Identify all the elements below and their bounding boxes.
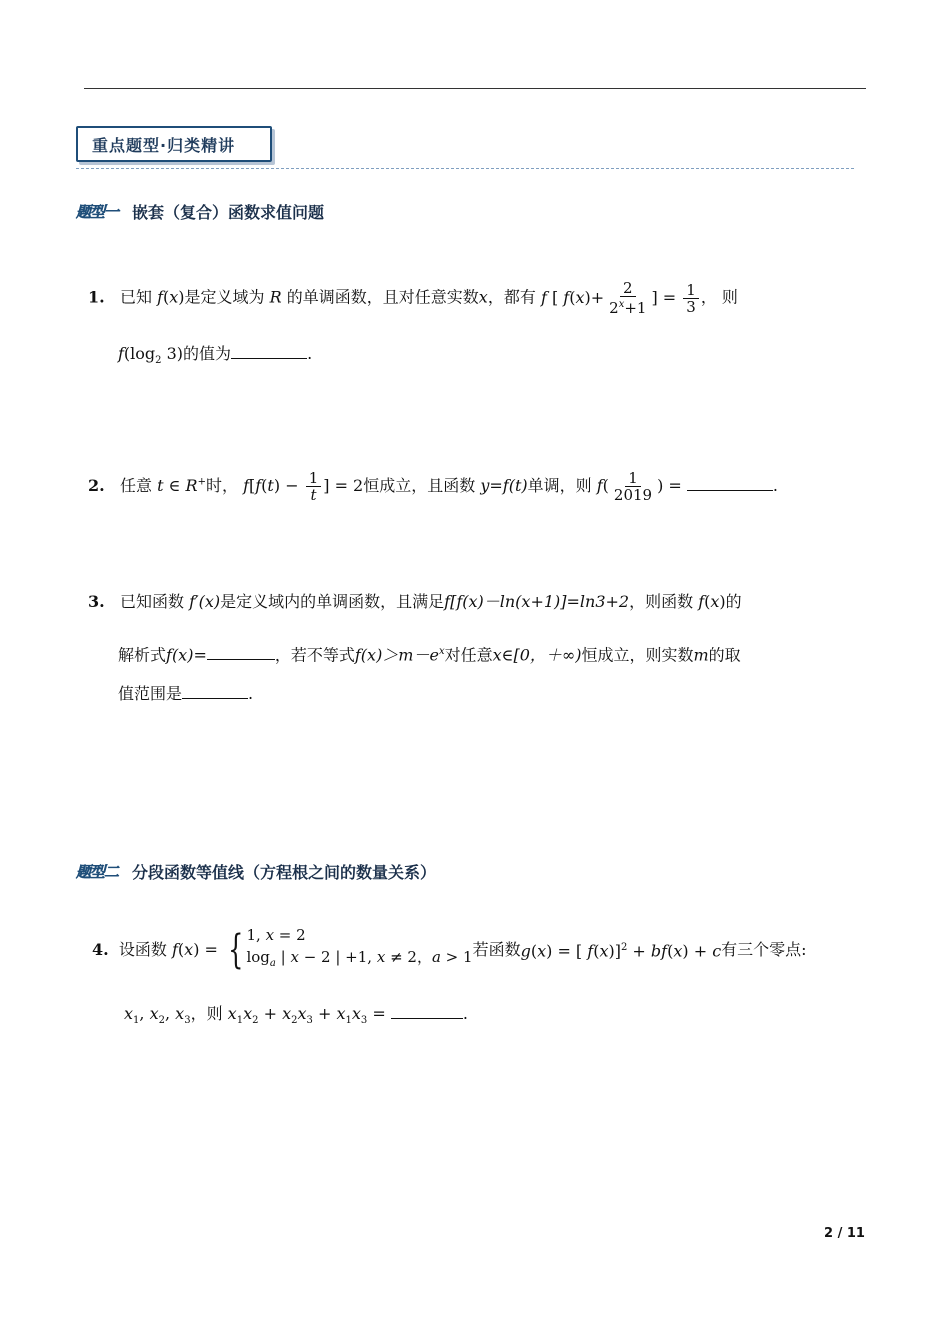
problem-2: 2. 任意 t ∈ R+时， f[f(t) − $\frac{1}{t}$ ] = 2恒成立，且函数 y=f(t)单调，则 f( $\frac{1}{2019}$ ) = . bbox=[88, 469, 779, 504]
formula: g(x) = [ f(x)]$^2$ + bf(x) + c bbox=[520, 941, 722, 961]
type-title: 分段函数等值线（方程根之间的数量关系） bbox=[132, 863, 437, 882]
type-badge: 题型一 bbox=[76, 203, 119, 221]
type-heading-1 bbox=[76, 200, 324, 223]
problem-1-line-1: 1. 已知 f(x)是定义域为 R 的单调函数，且对任意实数x，都有 f [ f(x)+ $\frac{2}{2^x+1}$ ] = $\frac{1}{3}$ ， 则 bbox=[88, 279, 738, 317]
page-number: 2 / 11 bbox=[824, 1226, 865, 1241]
section-label: 重点题型·归类精讲 bbox=[92, 135, 236, 155]
answer-blank[interactable] bbox=[231, 344, 307, 359]
problem-3-line-2: 解析式f(x)= ，若不等式$f(x)>m-e^x$对任意x∈[0，＋∞)恒成立，则实数m的取 bbox=[118, 645, 741, 665]
section-header bbox=[76, 126, 272, 162]
formula: $x_1x_2 + x_2x_3 + x_1x_3$ = bbox=[227, 1004, 391, 1027]
answer-blank[interactable] bbox=[207, 645, 275, 660]
problem-3-line-3: 值范围是 . bbox=[118, 684, 254, 703]
answer-blank[interactable] bbox=[687, 476, 773, 491]
formula: f(x) bbox=[698, 592, 726, 611]
type-title: 嵌套（复合）函数求值问题 bbox=[132, 203, 325, 222]
answer-blank[interactable] bbox=[391, 1004, 463, 1019]
formula: f ( x ) = { 1, x = 2 $\log_a$ | x − 2 | +1, x ≠ 2，a > 1 bbox=[171, 926, 473, 973]
formula: f[f(t) − $\frac{1}{t}$ ] = 2 bbox=[243, 469, 364, 504]
formula: f bbox=[157, 287, 163, 307]
top-rule bbox=[84, 88, 866, 89]
problem-3-line-1: 3. 已知函数 f′(x)是定义域内的单调函数，且满足f[f(x)－ln(x+1)]=ln3+2，则函数 f(x)的 bbox=[88, 592, 742, 611]
dashed-divider bbox=[76, 168, 854, 169]
formula: f( $\frac{1}{2019}$ ) = bbox=[596, 469, 687, 504]
type-heading-2 bbox=[76, 860, 436, 883]
type-badge: 题型二 bbox=[76, 863, 119, 881]
problem-number: 1. bbox=[88, 287, 105, 307]
formula: $f(\log_2$ 3) bbox=[118, 344, 184, 367]
answer-blank[interactable] bbox=[182, 684, 248, 699]
problem-number: 3. bbox=[88, 592, 105, 611]
problem-number: 2. bbox=[88, 476, 105, 495]
problem-4-line-2: $x_1$, $x_2$, $x_3$，则 $x_1x_2 + x_2x_3 + x_1x_3$ = . bbox=[124, 1004, 468, 1027]
problem-number: 4. bbox=[92, 939, 109, 959]
formula: $x_1$, $x_2$, $x_3$ bbox=[124, 1004, 191, 1027]
problem-1-line-2: $f(\log_2$ 3)的值为 . bbox=[118, 344, 313, 367]
problem-4-line-1: 4. 设函数 f ( x ) = { 1, x = 2 $\log_a$ | x − 2 | +1, x ≠ 2，a > 1 若函数 g(x) = [ f(x)]$^2$ + bf(x) + c 有三个零点: bbox=[92, 924, 807, 975]
formula: f [ f(x)+ $\frac{2}{2^x+1}$ ] = $\frac{1}{3}$ bbox=[541, 288, 701, 307]
formula: t ∈ R+ bbox=[157, 476, 206, 495]
